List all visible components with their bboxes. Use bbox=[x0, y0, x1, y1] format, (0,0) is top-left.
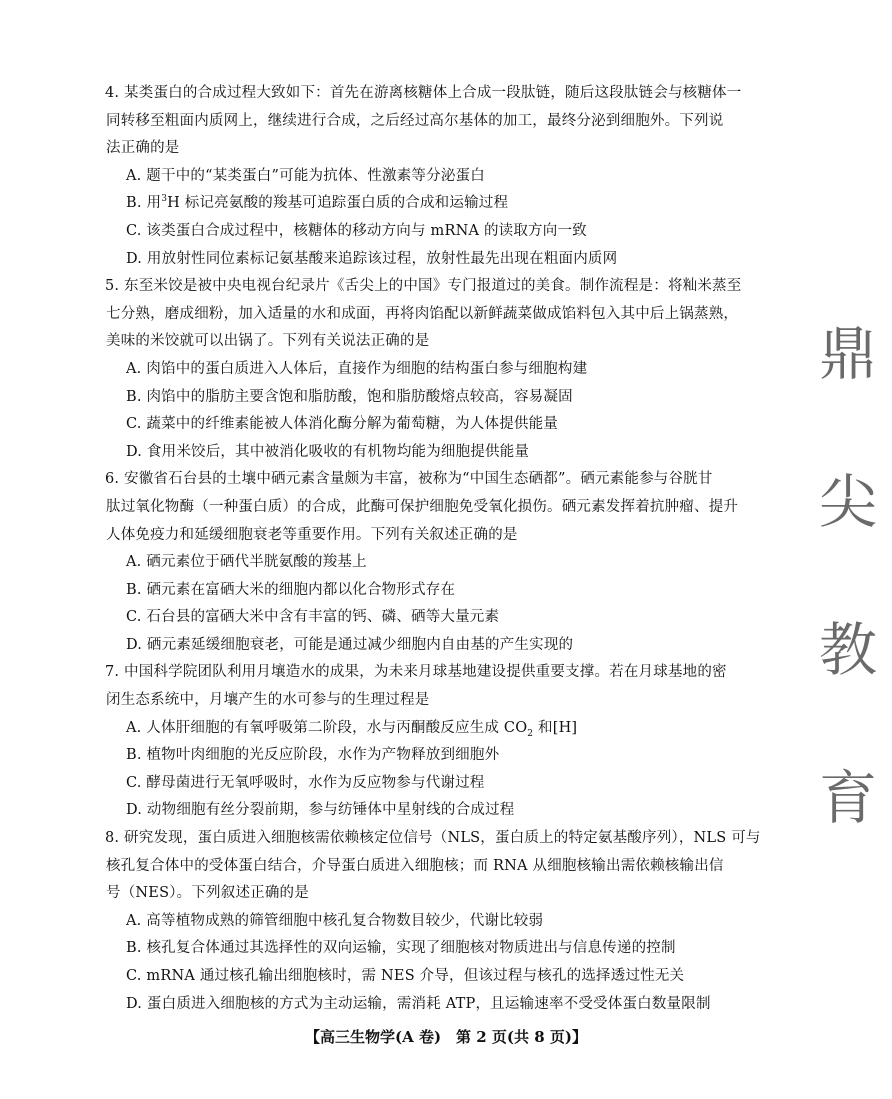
question-stem-line: 号（NES）。下列叙述正确的是 bbox=[106, 885, 309, 902]
question-4 bbox=[106, 80, 786, 273]
question-stem-line: 人体免疫力和延缓细胞衰老等重要作用。下列有关叙述正确的是 bbox=[106, 526, 518, 543]
option-d: D. 用放射性同位素标记氨基酸来追踪该过程，放射性最先出现在粗面内质网 bbox=[126, 250, 618, 267]
question-stem-line: 8. 研究发现，蛋白质进入细胞核需依赖核定位信号（NLS，蛋白质上的特定氨基酸序列），NLS 可与 bbox=[105, 830, 761, 847]
option-c: C. 蔬菜中的纤维素能被人体消化酶分解为葡萄糖，为人体提供能量 bbox=[126, 416, 558, 433]
question-stem-line: 4. 某类蛋白的合成过程大致如下：首先在游离核糖体上合成一段肽链，随后这段肽链会与核糖体一 bbox=[105, 85, 742, 101]
question-7 bbox=[106, 659, 786, 825]
question-5 bbox=[106, 273, 786, 466]
question-stem-line: 6. 安徽省石台县的土壤中硒元素含量颇为丰富，被称为“中国生态硒都”。硒元素能参与谷胱甘 bbox=[105, 471, 713, 488]
question-stem-line: 法正确的是 bbox=[106, 140, 180, 157]
watermark-brand bbox=[808, 280, 888, 872]
option-d: D. 硒元素延缓细胞衰老，可能是通过减少细胞内自由基的产生实现的 bbox=[126, 636, 574, 653]
watermark-char: 教 bbox=[818, 616, 877, 684]
option-a: A. 硒元素位于硒代半胱氨酸的羧基上 bbox=[126, 554, 367, 571]
option-c: C. 酵母菌进行无氧呼吸时，水作为反应物参与代谢过程 bbox=[126, 774, 485, 791]
option-a: A. 高等植物成熟的筛管细胞中核孔复合物数目较少，代谢比较弱 bbox=[126, 912, 544, 929]
option-b: B. 肉馅中的脂肪主要含饱和脂肪酸，饱和脂肪酸熔点较高，容易凝固 bbox=[126, 388, 573, 405]
option-b: B. 用$^3$H 标记亮氨酸的羧基可追踪蛋白质的合成和运输过程 bbox=[126, 194, 509, 212]
question-stem-line: 闭生态系统中，月壤产生的水可参与的生理过程是 bbox=[106, 692, 430, 709]
question-stem-line: 7. 中国科学院团队利用月壤造水的成果，为未来月球基地建设提供重要支撑。若在月球基地的密 bbox=[105, 664, 727, 681]
page-footer: 【高三生物学(A 卷) 第 2 页(共 8 页)】 bbox=[304, 1028, 587, 1046]
question-stem-line: 5. 东至米饺是被中央电视台纪录片《舌尖上的中国》专门报道过的美食。制作流程是：将籼米蒸至 bbox=[105, 278, 742, 295]
option-b: B. 硒元素在富硒大米的细胞内都以化合物形式存在 bbox=[126, 581, 456, 598]
watermark-char: 尖 bbox=[818, 468, 877, 536]
watermark-char: 鼎 bbox=[818, 320, 877, 388]
question-stem-line: 肽过氧化物酶（一种蛋白质）的合成，此酶可保护细胞免受氧化损伤。硒元素发挥着抗肿瘤、提升 bbox=[106, 498, 739, 515]
option-c: C. mRNA 通过核孔输出细胞核时，需 NES 介导，但该过程与核孔的选择透过性无关 bbox=[126, 968, 685, 984]
question-6 bbox=[106, 466, 786, 659]
question-stem-line: 核孔复合体中的受体蛋白结合，介导蛋白质进入细胞核；而 RNA 从细胞核输出需依赖核输出信 bbox=[106, 857, 724, 874]
option-a: A. 人体肝细胞的有氧呼吸第二阶段，水与丙酮酸反应生成 $CO_2$ 和[H] bbox=[126, 719, 578, 739]
option-c: C. 石台县的富硒大米中含有丰富的钙、磷、硒等大量元素 bbox=[126, 609, 500, 626]
option-d: D. 动物细胞有丝分裂前期，参与纺锤体中星射线的合成过程 bbox=[126, 802, 515, 819]
question-list bbox=[106, 80, 786, 1018]
question-8 bbox=[106, 825, 786, 1018]
option-d: D. 食用米饺后，其中被消化吸收的有机物均能为细胞提供能量 bbox=[126, 443, 530, 460]
watermark-char: 育 bbox=[818, 764, 877, 832]
option-c: C. 该类蛋白合成过程中，核糖体的移动方向与 mRNA 的读取方向一致 bbox=[126, 222, 587, 239]
option-a: A. 肉馅中的蛋白质进入人体后，直接作为细胞的结构蛋白参与细胞构建 bbox=[126, 360, 588, 377]
option-b: B. 核孔复合体通过其选择性的双向运输，实现了细胞核对物质进出与信息传递的控制 bbox=[126, 940, 676, 957]
question-stem-line: 七分熟，磨成细粉，加入适量的水和成面，再将肉馅配以新鲜蔬菜做成馅料包入其中后上锅蒸熟， bbox=[106, 305, 739, 322]
option-d: D. 蛋白质进入细胞核的方式为主动运输，需消耗 ATP，且运输速率不受受体蛋白数量限制 bbox=[126, 995, 711, 1012]
option-b: B. 植物叶肉细胞的光反应阶段，水作为产物释放到细胞外 bbox=[126, 747, 500, 764]
question-stem-line: 同转移至粗面内质网上，继续进行合成，之后经过高尔基体的加工，最终分泌到细胞外。下列说 bbox=[106, 112, 724, 129]
question-stem-line: 美味的米饺就可以出锅了。下列有关说法正确的是 bbox=[106, 333, 430, 350]
option-a: A. 题干中的“某类蛋白”可能为抗体、性激素等分泌蛋白 bbox=[126, 167, 485, 184]
